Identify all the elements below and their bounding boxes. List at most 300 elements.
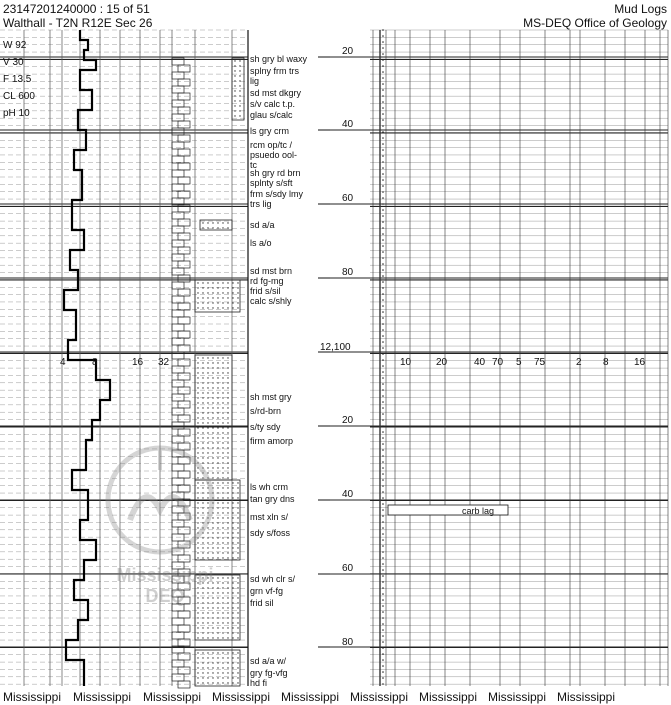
sand-dot [217, 532, 218, 533]
sand-dot [202, 282, 203, 283]
sand-dot [222, 437, 223, 438]
sand-dot [222, 497, 223, 498]
sand-dot [232, 547, 233, 548]
sand-dot [227, 447, 228, 448]
sand-dot [227, 517, 228, 518]
sand-dot [202, 602, 203, 603]
sand-dot [207, 592, 208, 593]
sand-dot [237, 482, 238, 483]
sand-dot [222, 492, 223, 493]
sand-dot [197, 547, 198, 548]
sand-dot [222, 632, 223, 633]
sand-dot [207, 672, 208, 673]
sand-dot [222, 287, 223, 288]
sand-dot [227, 432, 228, 433]
sand-dot [232, 587, 233, 588]
sand-dot [217, 652, 218, 653]
limestone-brick [178, 163, 190, 170]
sand-dot [227, 437, 228, 438]
sand-dot [197, 577, 198, 578]
sand-dot [207, 552, 208, 553]
sand-dot [227, 547, 228, 548]
limestone-brick [172, 380, 184, 387]
dot-mark [382, 677, 384, 679]
sand-dot [207, 362, 208, 363]
sand-dot [197, 467, 198, 468]
sand-dot [217, 582, 218, 583]
sand-dot [212, 397, 213, 398]
well-id-label: 23147201240000 : 15 of 51 [3, 2, 150, 16]
dot-mark [382, 581, 384, 583]
sand-dot [202, 517, 203, 518]
sand-dot [222, 532, 223, 533]
sand-dot [237, 557, 238, 558]
sand-dot [227, 577, 228, 578]
sand-dot [212, 612, 213, 613]
sand-dot [207, 422, 208, 423]
dot-mark [382, 497, 384, 499]
sand-dot [232, 307, 233, 308]
sand-dot [207, 582, 208, 583]
sand-dot [227, 357, 228, 358]
dot-mark [382, 377, 384, 379]
dot-mark [382, 233, 384, 235]
sand-dot [197, 622, 198, 623]
sand-dot [222, 392, 223, 393]
limestone-brick [172, 254, 184, 261]
sand-dot [212, 512, 213, 513]
sand-dot [227, 512, 228, 513]
left-scale-label: 8 [92, 357, 98, 368]
sand-dot [207, 437, 208, 438]
footer-word: Mississippi [143, 690, 202, 704]
sand-dot [237, 552, 238, 553]
sand-dot [202, 507, 203, 508]
lithology-note: ls gry crm [250, 126, 289, 136]
sand-dot [207, 457, 208, 458]
sand-dot [202, 492, 203, 493]
lithology-note: mst xln s/ [250, 512, 289, 522]
sand-dot [202, 222, 203, 223]
sand-dot [234, 70, 235, 71]
dot-mark [382, 473, 384, 475]
dot-mark [382, 395, 384, 397]
sand-dot [232, 492, 233, 493]
sand-dot [232, 532, 233, 533]
lithology-note: s/ty sdy [250, 422, 281, 432]
sand-dot [212, 517, 213, 518]
sand-dot [212, 532, 213, 533]
sand-dot [202, 382, 203, 383]
sand-dot [202, 547, 203, 548]
footer-word: Mississippi [212, 690, 271, 704]
sand-dot [227, 637, 228, 638]
sand-dot [222, 637, 223, 638]
sand-dot [227, 422, 228, 423]
sand-dot [217, 282, 218, 283]
sand-dot [227, 467, 228, 468]
sand-dot [212, 637, 213, 638]
sand-dot [227, 427, 228, 428]
sand-dot [237, 652, 238, 653]
sand-dot [239, 80, 240, 81]
sand-dot [212, 557, 213, 558]
sand-dot [207, 377, 208, 378]
right-scale-label: 16 [634, 357, 646, 368]
sand-dot [202, 497, 203, 498]
lithology-note: frm s/sdy lmy [250, 189, 303, 199]
limestone-brick [172, 520, 184, 527]
sand-dot [197, 402, 198, 403]
sand-dot [212, 657, 213, 658]
sand-dot [212, 357, 213, 358]
right-scale-label: 5 [516, 357, 522, 368]
limestone-brick [178, 611, 190, 618]
sand-dot [217, 472, 218, 473]
lithology-note: grn vf-fg [250, 586, 284, 596]
sand-dot [207, 432, 208, 433]
sand-dot [227, 592, 228, 593]
sand-dot [232, 527, 233, 528]
sand-dot [207, 442, 208, 443]
sand-dot [237, 512, 238, 513]
sand-dot [202, 452, 203, 453]
sand-dot [227, 602, 228, 603]
dot-mark [382, 599, 384, 601]
dot-mark [382, 401, 384, 403]
dot-mark [382, 509, 384, 511]
sand-dot [237, 617, 238, 618]
right-scale-label: 75 [534, 357, 546, 368]
sand-dot [217, 577, 218, 578]
sand-dot [217, 377, 218, 378]
penetration-curve [64, 30, 110, 686]
dot-mark [382, 323, 384, 325]
limestone-brick [172, 72, 184, 79]
sand-dot [212, 487, 213, 488]
sand-dot [227, 672, 228, 673]
sand-dot [197, 297, 198, 298]
sand-dot [212, 297, 213, 298]
sand-dot [212, 432, 213, 433]
sand-dot [197, 517, 198, 518]
sand-dot [212, 672, 213, 673]
sand-dot [227, 492, 228, 493]
limestone-brick [178, 429, 190, 436]
dot-mark [382, 221, 384, 223]
sand-dot [232, 487, 233, 488]
sand-dot [197, 552, 198, 553]
sand-dot [222, 537, 223, 538]
mud-property-label: W 92 [3, 40, 27, 51]
sand-dot [207, 282, 208, 283]
dot-mark [382, 455, 384, 457]
sand-dot [202, 592, 203, 593]
sand-dot [227, 387, 228, 388]
sand-dot [237, 597, 238, 598]
sand-dot [197, 382, 198, 383]
sand-dot [212, 547, 213, 548]
sand-dot [202, 617, 203, 618]
limestone-brick [172, 660, 184, 667]
sand-dot [222, 457, 223, 458]
sand-dot [217, 637, 218, 638]
sand-dot [202, 482, 203, 483]
dot-mark [382, 521, 384, 523]
right-scale-label: 70 [492, 357, 504, 368]
sand-dot [202, 612, 203, 613]
sand-dot [197, 477, 198, 478]
sand-dot [222, 527, 223, 528]
sand-dot [207, 222, 208, 223]
left-scale-label: 32 [158, 357, 170, 368]
sand-dot [197, 582, 198, 583]
dot-mark [382, 203, 384, 205]
sand-dot [212, 582, 213, 583]
sand-dot [197, 302, 198, 303]
dot-mark [382, 671, 384, 673]
lithology-note: splnty s/sft [250, 178, 293, 188]
sand-dot [227, 607, 228, 608]
limestone-brick [178, 65, 190, 72]
sand-dot [234, 105, 235, 106]
sand-dot [222, 307, 223, 308]
sand-dot [207, 412, 208, 413]
dot-mark [382, 437, 384, 439]
sand-dot [207, 627, 208, 628]
sand-dot [227, 462, 228, 463]
depth-label: 40 [342, 119, 354, 130]
dot-mark [382, 131, 384, 133]
sand-dot [222, 362, 223, 363]
sand-dot [227, 662, 228, 663]
sand-dot [232, 627, 233, 628]
sand-dot [202, 662, 203, 663]
sand-dot [232, 552, 233, 553]
sand-dot [237, 287, 238, 288]
sand-dot [197, 672, 198, 673]
sand-dot [222, 602, 223, 603]
dot-mark [382, 95, 384, 97]
dot-mark [382, 197, 384, 199]
sand-dot [237, 302, 238, 303]
dot-mark [382, 491, 384, 493]
dot-mark [382, 275, 384, 277]
sand-dot [202, 657, 203, 658]
dot-mark [382, 425, 384, 427]
limestone-brick [178, 583, 190, 590]
sand-dot [237, 632, 238, 633]
sand-dot [232, 602, 233, 603]
sand-dot [232, 582, 233, 583]
sand-dot [202, 427, 203, 428]
sand-dot [222, 597, 223, 598]
sand-block [195, 355, 232, 480]
sand-dot [197, 282, 198, 283]
sand-dot [217, 402, 218, 403]
sand-dot [217, 357, 218, 358]
sand-dot [217, 552, 218, 553]
limestone-brick [172, 240, 184, 247]
sand-dot [217, 462, 218, 463]
limestone-brick [178, 331, 190, 338]
right-scale-label: 8 [603, 357, 609, 368]
sand-dot [207, 632, 208, 633]
limestone-brick [178, 597, 190, 604]
limestone-brick [172, 604, 184, 611]
sand-dot [227, 557, 228, 558]
sand-dot [197, 362, 198, 363]
limestone-brick [172, 310, 184, 317]
sand-dot [237, 607, 238, 608]
sand-dot [202, 387, 203, 388]
left-scale-label: 16 [132, 357, 144, 368]
sand-dot [197, 307, 198, 308]
depth-label: 60 [342, 193, 354, 204]
sand-dot [197, 427, 198, 428]
sand-dot [227, 307, 228, 308]
sand-dot [197, 372, 198, 373]
sand-dot [197, 497, 198, 498]
sand-dot [207, 677, 208, 678]
sand-dot [207, 682, 208, 683]
limestone-brick [172, 212, 184, 219]
dot-mark [382, 347, 384, 349]
sand-dot [222, 682, 223, 683]
sand-dot [217, 542, 218, 543]
sand-dot [207, 402, 208, 403]
dot-mark [382, 137, 384, 139]
sand-dot [207, 297, 208, 298]
footer-word: Mississippi [419, 690, 478, 704]
depth-label: 12,100 [320, 342, 351, 353]
sand-dot [222, 547, 223, 548]
footer-word: Mississippi [73, 690, 132, 704]
sand-dot [207, 487, 208, 488]
dot-mark [382, 443, 384, 445]
sand-dot [207, 602, 208, 603]
sand-dot [237, 682, 238, 683]
sand-dot [202, 307, 203, 308]
sand-dot [217, 522, 218, 523]
sand-dot [232, 287, 233, 288]
limestone-brick [172, 478, 184, 485]
limestone-brick [178, 261, 190, 268]
sand-dot [207, 542, 208, 543]
sand-dot [222, 377, 223, 378]
sand-dot [202, 477, 203, 478]
sand-dot [197, 527, 198, 528]
sand-dot [232, 662, 233, 663]
sand-dot [197, 557, 198, 558]
sand-dot [212, 602, 213, 603]
limestone-brick [178, 289, 190, 296]
sand-dot [217, 412, 218, 413]
sand-dot [197, 462, 198, 463]
sand-dot [207, 537, 208, 538]
sand-dot [217, 527, 218, 528]
dot-mark [382, 311, 384, 313]
limestone-brick [178, 135, 190, 142]
limestone-brick [178, 387, 190, 394]
sand-dot [237, 537, 238, 538]
sand-dot [202, 362, 203, 363]
lithology-note: ls a/o [250, 238, 272, 248]
sand-dot [227, 677, 228, 678]
sand-dot [202, 557, 203, 558]
sand-dot [212, 497, 213, 498]
sand-dot [222, 587, 223, 588]
sand-dot [202, 622, 203, 623]
sand-dot [234, 100, 235, 101]
sand-dot [202, 522, 203, 523]
sand-dot [217, 502, 218, 503]
limestone-brick [178, 471, 190, 478]
sand-dot [207, 357, 208, 358]
sand-dot [217, 442, 218, 443]
sand-dot [227, 402, 228, 403]
sand-dot [217, 497, 218, 498]
sand-dot [227, 372, 228, 373]
sand-dot [217, 397, 218, 398]
dot-mark [382, 539, 384, 541]
watermark-line2: DEQ [145, 586, 185, 606]
sand-dot [227, 377, 228, 378]
dot-mark [382, 287, 384, 289]
sand-dot [197, 537, 198, 538]
sand-dot [237, 622, 238, 623]
sand-dot [227, 507, 228, 508]
sand-dot [222, 657, 223, 658]
dot-mark [382, 185, 384, 187]
limestone-brick [172, 226, 184, 233]
sand-dot [197, 667, 198, 668]
sand-dot [237, 297, 238, 298]
sand-dot [222, 427, 223, 428]
sand-dot [222, 482, 223, 483]
sand-dot [217, 222, 218, 223]
lithology-note: rcm op/tc / [250, 140, 293, 150]
sand-dot [237, 587, 238, 588]
limestone-brick [172, 128, 184, 135]
dot-mark [382, 683, 384, 685]
sand-dot [212, 587, 213, 588]
dot-mark [382, 659, 384, 661]
dot-mark [382, 125, 384, 127]
sand-dot [197, 412, 198, 413]
dot-mark [382, 245, 384, 247]
sand-dot [237, 487, 238, 488]
sand-dot [197, 417, 198, 418]
sand-dot [232, 682, 233, 683]
dot-mark [382, 665, 384, 667]
sand-dot [207, 307, 208, 308]
sand-dot [217, 367, 218, 368]
sand-dot [212, 677, 213, 678]
sand-dot [207, 547, 208, 548]
sand-dot [202, 397, 203, 398]
sand-dot [217, 292, 218, 293]
sand-dot [197, 452, 198, 453]
sand-dot [217, 307, 218, 308]
sand-dot [232, 497, 233, 498]
dot-mark [382, 413, 384, 415]
limestone-brick [178, 625, 190, 632]
sand-dot [197, 492, 198, 493]
sand-dot [202, 582, 203, 583]
sand-dot [197, 367, 198, 368]
depth-label: 40 [342, 489, 354, 500]
